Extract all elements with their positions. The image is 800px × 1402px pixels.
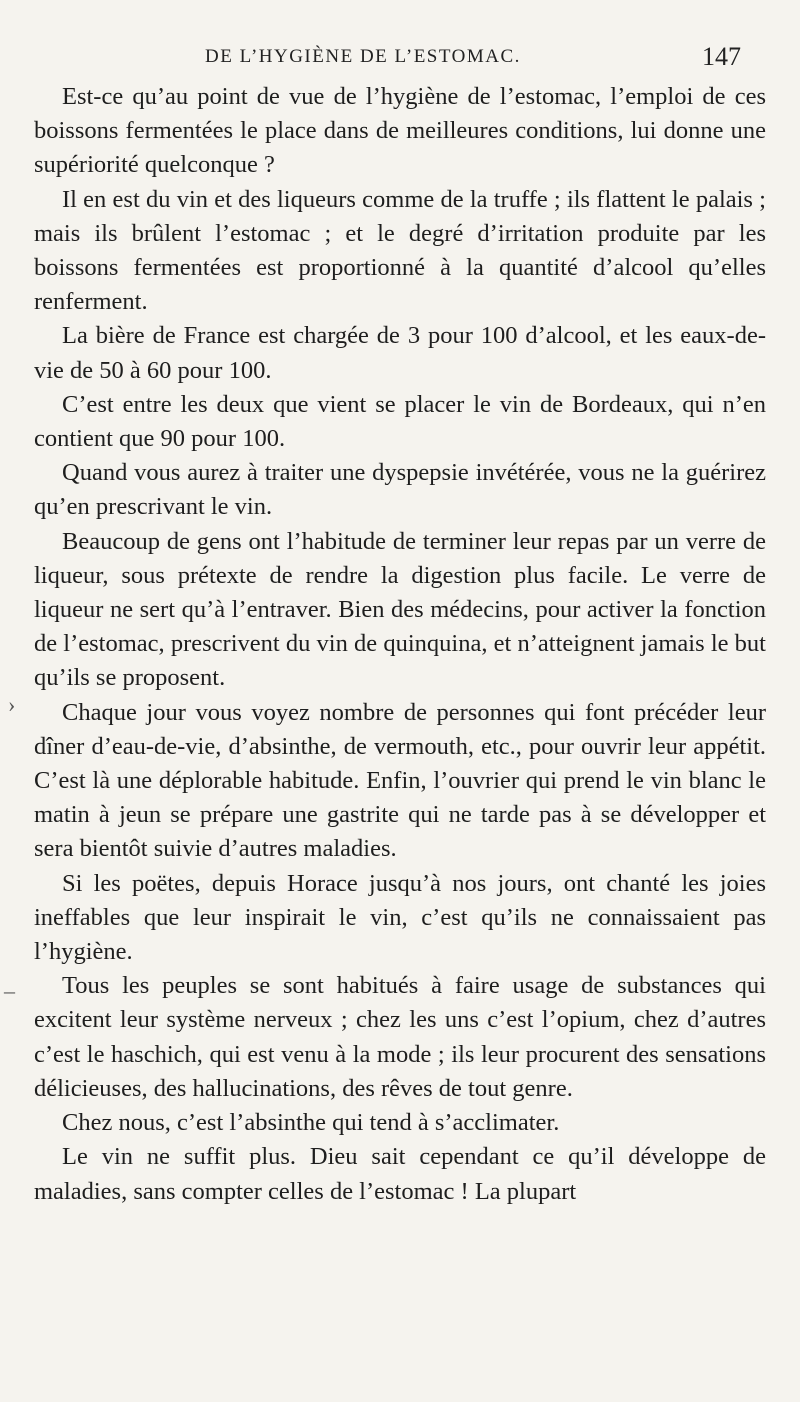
paragraph: C’est entre les deux que vient se placer le vin de Bordeaux, qui n’en contient que 90 pour 100. <box>34 390 766 453</box>
paragraph: Chaque jour vous voyez nombre de personnes qui font précéder leur dîner d’eau-de-vie, d’absinthe, de vermouth, etc., pour ouvrir leur appétit. C’est là une déplorable habitude. Enfin, l’ouvrier qui prend le vin blanc le matin à jeun se prépare une gastrite qui ne tarde pas à se développer et sera bientôt suivie d’autres maladies. <box>34 698 766 863</box>
paragraph: Est-ce qu’au point de vue de l’hygiène de l’estomac, l’emploi de ces boissons fermentées le place dans de meilleures conditions, lui donne une supériorité quelconque ? <box>34 83 766 179</box>
margin-dash: – <box>4 978 15 1003</box>
paragraph: La bière de France est chargée de 3 pour 100 d’alcool, et les eaux-de-vie de 50 à 60 pour 100. <box>34 322 766 384</box>
paragraph: Tous les peuples se sont habitués à faire usage de substances qui excitent leur système nerveux ; chez les uns c’est l’opium, chez d’autres c’est le haschich, qui est venu à la mode ; ils leur procurent des sensations délicieuses, des hallucinations, des rêves de tout genre. <box>34 972 766 1102</box>
paragraph: Si les poëtes, depuis Horace jusqu’à nos jours, ont chanté les joies ineffables que leur inspirait le vin, c’est qu’ils ne connaissaient pas l’hygiène. <box>34 869 766 966</box>
running-head <box>0 40 800 76</box>
paragraph: Beaucoup de gens ont l’habitude de terminer leur repas par un verre de liqueur, sous prétexte de rendre la digestion plus facile. Le verre de liqueur ne sert qu’à l’entraver. Bien des médecins, pour activer la fonction de l’estomac, prescrivent du vin de quinquina, et n’atteignent jamais le but qu’ils se proposent. <box>34 527 766 692</box>
paragraph: Le vin ne suffit plus. Dieu sait cependant ce qu’il développe de maladies, sans compter celles de l’estomac ! La plupart <box>34 1143 766 1205</box>
paragraph: Chez nous, c’est l’absinthe qui tend à s’acclimater. <box>62 1109 560 1137</box>
running-title: DE L’HYGIÈNE DE L’ESTOMAC. <box>205 46 521 67</box>
body-text <box>34 80 766 1209</box>
paragraph: Quand vous aurez à traiter une dyspepsie invétérée, vous ne la guérirez qu’en prescrivant le vin. <box>34 459 766 521</box>
page-number: 147 <box>702 42 741 71</box>
paragraph: Il en est du vin et des liqueurs comme de la truffe ; ils flattent le palais ; mais ils brûlent l’estomac ; et le degré d’irritation produite par les boissons fermentées est proportionné à la quantité d’alcool qu’elles renferment. <box>34 185 766 316</box>
margin-mark: › <box>8 692 16 717</box>
